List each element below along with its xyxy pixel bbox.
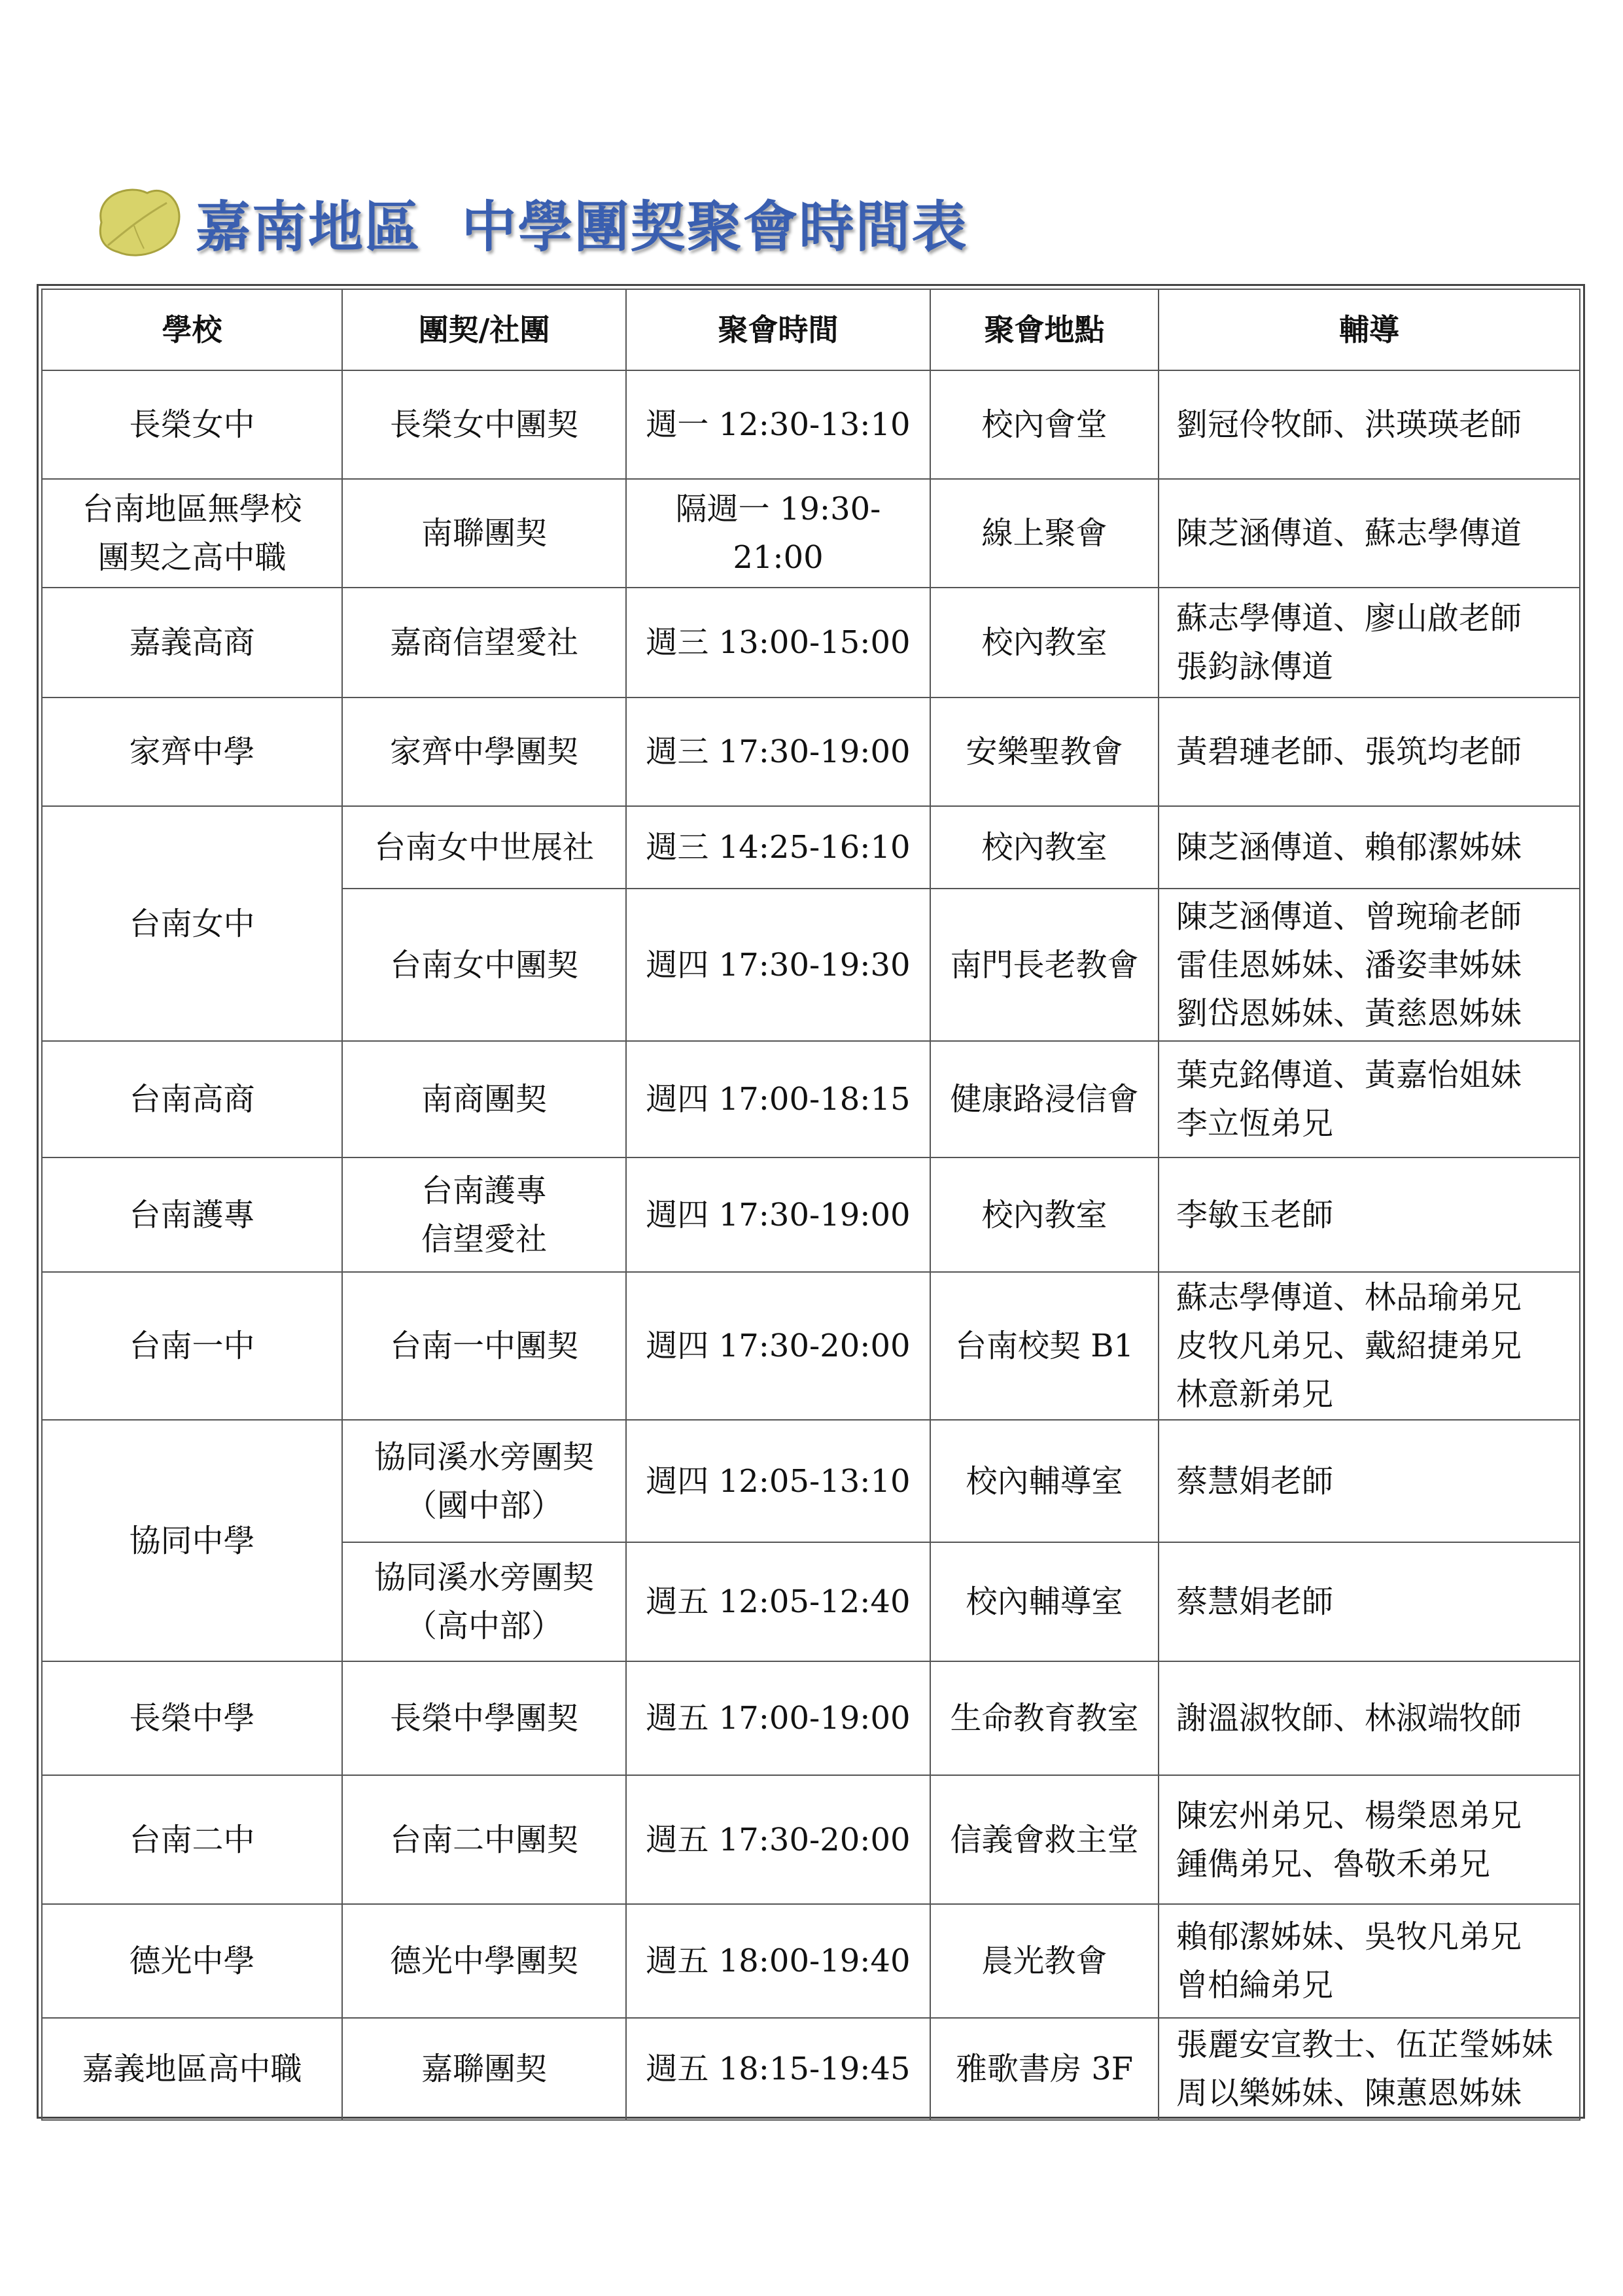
mentor-cell: 葉克銘傳道、黃嘉怡姐妹 李立恆弟兄 [1159, 1041, 1580, 1157]
table-row [42, 1420, 1580, 1542]
time-cell: 週五 18:15-19:45 [626, 2018, 930, 2120]
group-cell: 南聯團契 [342, 479, 626, 588]
school-cell: 家齊中學 [42, 698, 342, 806]
time-cell: 週四 12:05-13:10 [626, 1420, 930, 1542]
place-cell: 校內輔導室 [930, 1542, 1159, 1661]
time-cell: 週四 17:00-18:15 [626, 1041, 930, 1157]
mentor-cell: 賴郁潔姊妹、吳牧凡弟兄 曾柏綸弟兄 [1159, 1904, 1580, 2018]
group-cell: 南商團契 [342, 1041, 626, 1157]
schedule-table [41, 289, 1580, 2121]
time-cell: 週四 17:30-20:00 [626, 1272, 930, 1420]
time-cell: 週一 12:30-13:10 [626, 370, 930, 479]
mentor-cell: 謝溫淑牧師、林淑端牧師 [1159, 1661, 1580, 1775]
place-cell: 校內會堂 [930, 370, 1159, 479]
mentor-cell: 李敏玉老師 [1159, 1157, 1580, 1272]
group-cell: 台南女中團契 [342, 889, 626, 1041]
column-header: 聚會地點 [930, 289, 1159, 370]
place-cell: 校內教室 [930, 588, 1159, 698]
group-cell: 長榮中學團契 [342, 1661, 626, 1775]
school-cell: 台南二中 [42, 1775, 342, 1904]
time-cell: 隔週一 19:30-21:00 [626, 479, 930, 588]
school-cell: 台南高商 [42, 1041, 342, 1157]
mentor-cell: 劉冠伶牧師、洪瑛瑛老師 [1159, 370, 1580, 479]
place-cell: 校內教室 [930, 806, 1159, 889]
time-cell: 週五 12:05-12:40 [626, 1542, 930, 1661]
school-cell: 長榮女中 [42, 370, 342, 479]
table-row [42, 588, 1580, 698]
column-header: 學校 [42, 289, 342, 370]
time-cell: 週五 17:30-20:00 [626, 1775, 930, 1904]
place-cell: 校內輔導室 [930, 1420, 1159, 1542]
mentor-cell: 蘇志學傳道、廖山啟老師 張鈞詠傳道 [1159, 588, 1580, 698]
column-header: 聚會時間 [626, 289, 930, 370]
table-row [42, 1157, 1580, 1272]
column-header: 輔導 [1159, 289, 1580, 370]
leaf-icon [88, 183, 186, 262]
place-cell: 線上聚會 [930, 479, 1159, 588]
group-cell: 協同溪水旁團契 （國中部） [342, 1420, 626, 1542]
time-cell: 週三 13:00-15:00 [626, 588, 930, 698]
group-cell: 家齊中學團契 [342, 698, 626, 806]
group-cell: 台南女中世展社 [342, 806, 626, 889]
place-cell: 晨光教會 [930, 1904, 1159, 2018]
table-row [42, 1775, 1580, 1904]
time-cell: 週四 17:30-19:30 [626, 889, 930, 1041]
time-cell: 週五 17:00-19:00 [626, 1661, 930, 1775]
mentor-cell: 張麗安宣教士、伍芷瑩姊妹 周以樂姊妹、陳蕙恩姊妹 [1159, 2018, 1580, 2120]
group-cell: 嘉商信望愛社 [342, 588, 626, 698]
table-row [42, 2018, 1580, 2120]
school-cell: 台南護專 [42, 1157, 342, 1272]
place-cell: 南門長老教會 [930, 889, 1159, 1041]
table-header-row [42, 289, 1580, 370]
group-cell: 台南護專 信望愛社 [342, 1157, 626, 1272]
table-row [42, 370, 1580, 479]
school-cell: 台南女中 [42, 806, 342, 1041]
place-cell: 雅歌書房 3F [930, 2018, 1159, 2120]
school-cell: 台南地區無學校 團契之高中職 [42, 479, 342, 588]
school-cell: 嘉義高商 [42, 588, 342, 698]
table-row [42, 1272, 1580, 1420]
school-cell: 台南一中 [42, 1272, 342, 1420]
school-cell: 嘉義地區高中職 [42, 2018, 342, 2120]
column-header: 團契/社團 [342, 289, 626, 370]
time-cell: 週四 17:30-19:00 [626, 1157, 930, 1272]
group-cell: 德光中學團契 [342, 1904, 626, 2018]
place-cell: 校內教室 [930, 1157, 1159, 1272]
table-row [42, 1904, 1580, 2018]
place-cell: 安樂聖教會 [930, 698, 1159, 806]
mentor-cell: 蘇志學傳道、林品瑜弟兄 皮牧凡弟兄、戴紹捷弟兄 林意新弟兄 [1159, 1272, 1580, 1420]
group-cell: 長榮女中團契 [342, 370, 626, 479]
school-cell: 長榮中學 [42, 1661, 342, 1775]
school-cell: 德光中學 [42, 1904, 342, 2018]
school-cell: 協同中學 [42, 1420, 342, 1661]
table-row [42, 479, 1580, 588]
mentor-cell: 陳芝涵傳道、蘇志學傳道 [1159, 479, 1580, 588]
table-row [42, 698, 1580, 806]
group-cell: 台南一中團契 [342, 1272, 626, 1420]
place-cell: 生命教育教室 [930, 1661, 1159, 1775]
page-header [88, 180, 968, 265]
mentor-cell: 蔡慧娟老師 [1159, 1542, 1580, 1661]
schedule-table-frame [37, 284, 1585, 2119]
place-cell: 台南校契 B1 [930, 1272, 1159, 1420]
group-cell: 嘉聯團契 [342, 2018, 626, 2120]
place-cell: 健康路浸信會 [930, 1041, 1159, 1157]
group-cell: 協同溪水旁團契 （高中部） [342, 1542, 626, 1661]
page-title: 嘉南地區 中學團契聚會時間表 [196, 194, 968, 259]
time-cell: 週三 17:30-19:00 [626, 698, 930, 806]
table-row [42, 1661, 1580, 1775]
mentor-cell: 蔡慧娟老師 [1159, 1420, 1580, 1542]
mentor-cell: 黃碧璉老師、張筑均老師 [1159, 698, 1580, 806]
time-cell: 週五 18:00-19:40 [626, 1904, 930, 2018]
table-row [42, 1041, 1580, 1157]
time-cell: 週三 14:25-16:10 [626, 806, 930, 889]
table-row [42, 806, 1580, 889]
group-cell: 台南二中團契 [342, 1775, 626, 1904]
mentor-cell: 陳芝涵傳道、賴郁潔姊妹 [1159, 806, 1580, 889]
mentor-cell: 陳宏州弟兄、楊榮恩弟兄 鍾儁弟兄、魯敬禾弟兄 [1159, 1775, 1580, 1904]
place-cell: 信義會救主堂 [930, 1775, 1159, 1904]
mentor-cell: 陳芝涵傳道、曾琬瑜老師 雷佳恩姊妹、潘姿聿姊妹 劉岱恩姊妹、黃慈恩姊妹 [1159, 889, 1580, 1041]
